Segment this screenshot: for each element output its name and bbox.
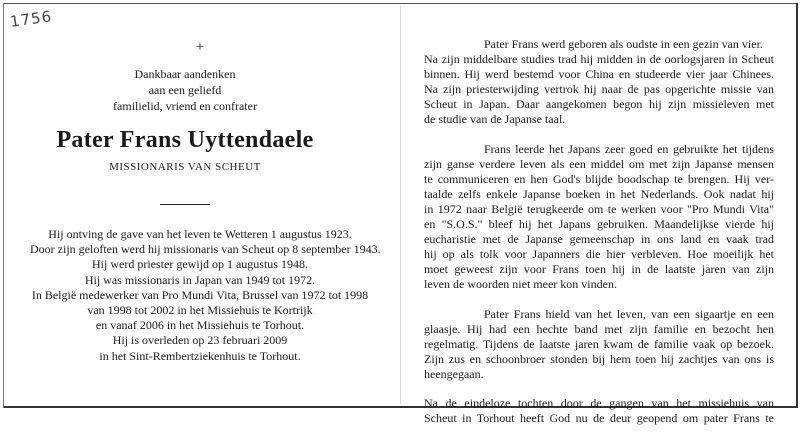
dedication xyxy=(0,66,370,114)
text-line: glaasje. Hij had een hechte band met zijn familie en bezocht hen xyxy=(424,321,774,336)
paragraph-birth xyxy=(424,37,774,128)
fact-line: Hij werd priester gewijd op 1 augustus 1948. xyxy=(92,257,308,272)
text-line: in 1972 naar België terugkeerde om te werken voor "Pro Mundi Vita" xyxy=(424,201,774,216)
text-line: Na zijn priesterwijding vertrok hij naar de pas opgerichte missie van xyxy=(424,82,774,97)
text-line: moet geweest zijn voor Frans toen hij in de laatste jaren van zijn xyxy=(424,262,774,277)
paragraph-ending xyxy=(424,396,774,426)
text-line: Scheut in Torhout heeft God nu de deur geopend om pater Frans te xyxy=(424,411,774,426)
text-line: heengegaan. xyxy=(424,366,484,381)
text-line: Pater Frans hield van het leven, van een sigaartje en een xyxy=(484,306,774,321)
text-line: Na zijn middelbare studies trad hij midden in de oorlogsjaren in Scheut xyxy=(424,52,774,67)
text-line: Pater Frans werd geboren als oudste in een gezin van vier. xyxy=(484,37,763,51)
right-panel xyxy=(424,37,774,440)
text-line: eucharistie met de Japanse gemeenschap in ons land en vaak trad xyxy=(424,232,774,247)
congregation-title: MISSIONARIS VAN SCHEUT xyxy=(109,161,261,173)
fact-line: in het Sint-Rembertziekenhuis te Torhout. xyxy=(99,348,301,363)
left-panel xyxy=(30,38,381,364)
text-line: te communiceren en hen God's blijde boodschap te brengen. Hij ver- xyxy=(424,171,774,186)
handwritten-number: 1756 xyxy=(8,7,54,31)
text-line: Frans leerde het Japans zeer goed en gebruikte het tijdens xyxy=(484,141,774,156)
fact-line: Door zijn geloften werd hij missionaris van Scheut op 8 september 1943. xyxy=(30,242,381,257)
dedication-line: Dankbaar aandenken xyxy=(134,67,236,81)
fact-line: van 1998 tot 2002 in het Missiehuis te Kortrijk xyxy=(87,303,313,318)
center-fold xyxy=(400,6,401,404)
biography-facts xyxy=(30,227,381,364)
dedication-line: aan een geliefd xyxy=(148,83,222,97)
text-line: en "S.O.S." bleef hij het Japans gebruiken. Maandelijkse vierde hij xyxy=(424,217,774,232)
text-line: hij op als tolk voor Japanners die hier verbleven. Hoe moeilijk het xyxy=(424,247,774,262)
card-border-right xyxy=(796,3,798,408)
paragraph-life xyxy=(424,307,774,382)
fact-line: Hij ontving de gave van het leven te Wetteren 1 augustus 1923. xyxy=(48,227,352,241)
deceased-name: Pater Frans Uyttendaele xyxy=(56,127,314,153)
fact-line: In België medewerker van Pro Mundi Vita, Brussel van 1972 tot 1998 xyxy=(31,287,369,302)
cross-symbol: + xyxy=(195,39,205,55)
text-line: zijn ganse verdere leven als een middel om met zijn Japanse mensen xyxy=(424,156,774,171)
fact-line: en vanaf 2006 in het Missiehuis te Torhout. xyxy=(95,318,305,333)
text-line: Na de eindeloze tochten door de gangen van het missiehuis van xyxy=(424,395,774,410)
text-line: Zijn zus en schoonbroer stonden bij hem toen hij zachtjes van ons is xyxy=(424,351,774,366)
text-line: leven de woorden niet meer kon vinden. xyxy=(424,277,617,292)
text-line: de studie van de Japanse taal. xyxy=(424,112,566,127)
card-border-top xyxy=(4,3,796,4)
divider-rule xyxy=(160,204,210,205)
card-border-left xyxy=(3,3,4,408)
dedication-line: familielid, vriend en confrater xyxy=(113,99,257,113)
paragraph-japanese xyxy=(424,142,774,293)
text-line: Scheut in Japan. Daar aangekomen begon hij zijn missieleven met xyxy=(424,97,774,112)
text-line: taalde zelfs enkele Japanse boeken in het Nederlands. Ook nadat hij xyxy=(424,186,774,201)
text-line: binnen. Hij werd bestemd voor China en studeerde vier jaar Chinees. xyxy=(424,67,774,82)
fact-line: Hij was missionaris in Japan van 1949 tot 1972. xyxy=(84,272,316,287)
fact-line: Hij is overleden op 23 februari 2009 xyxy=(112,333,288,348)
text-line: regelmatig. Tijdens de laatste jaren kwam de familie vaak op bezoek. xyxy=(424,336,774,351)
